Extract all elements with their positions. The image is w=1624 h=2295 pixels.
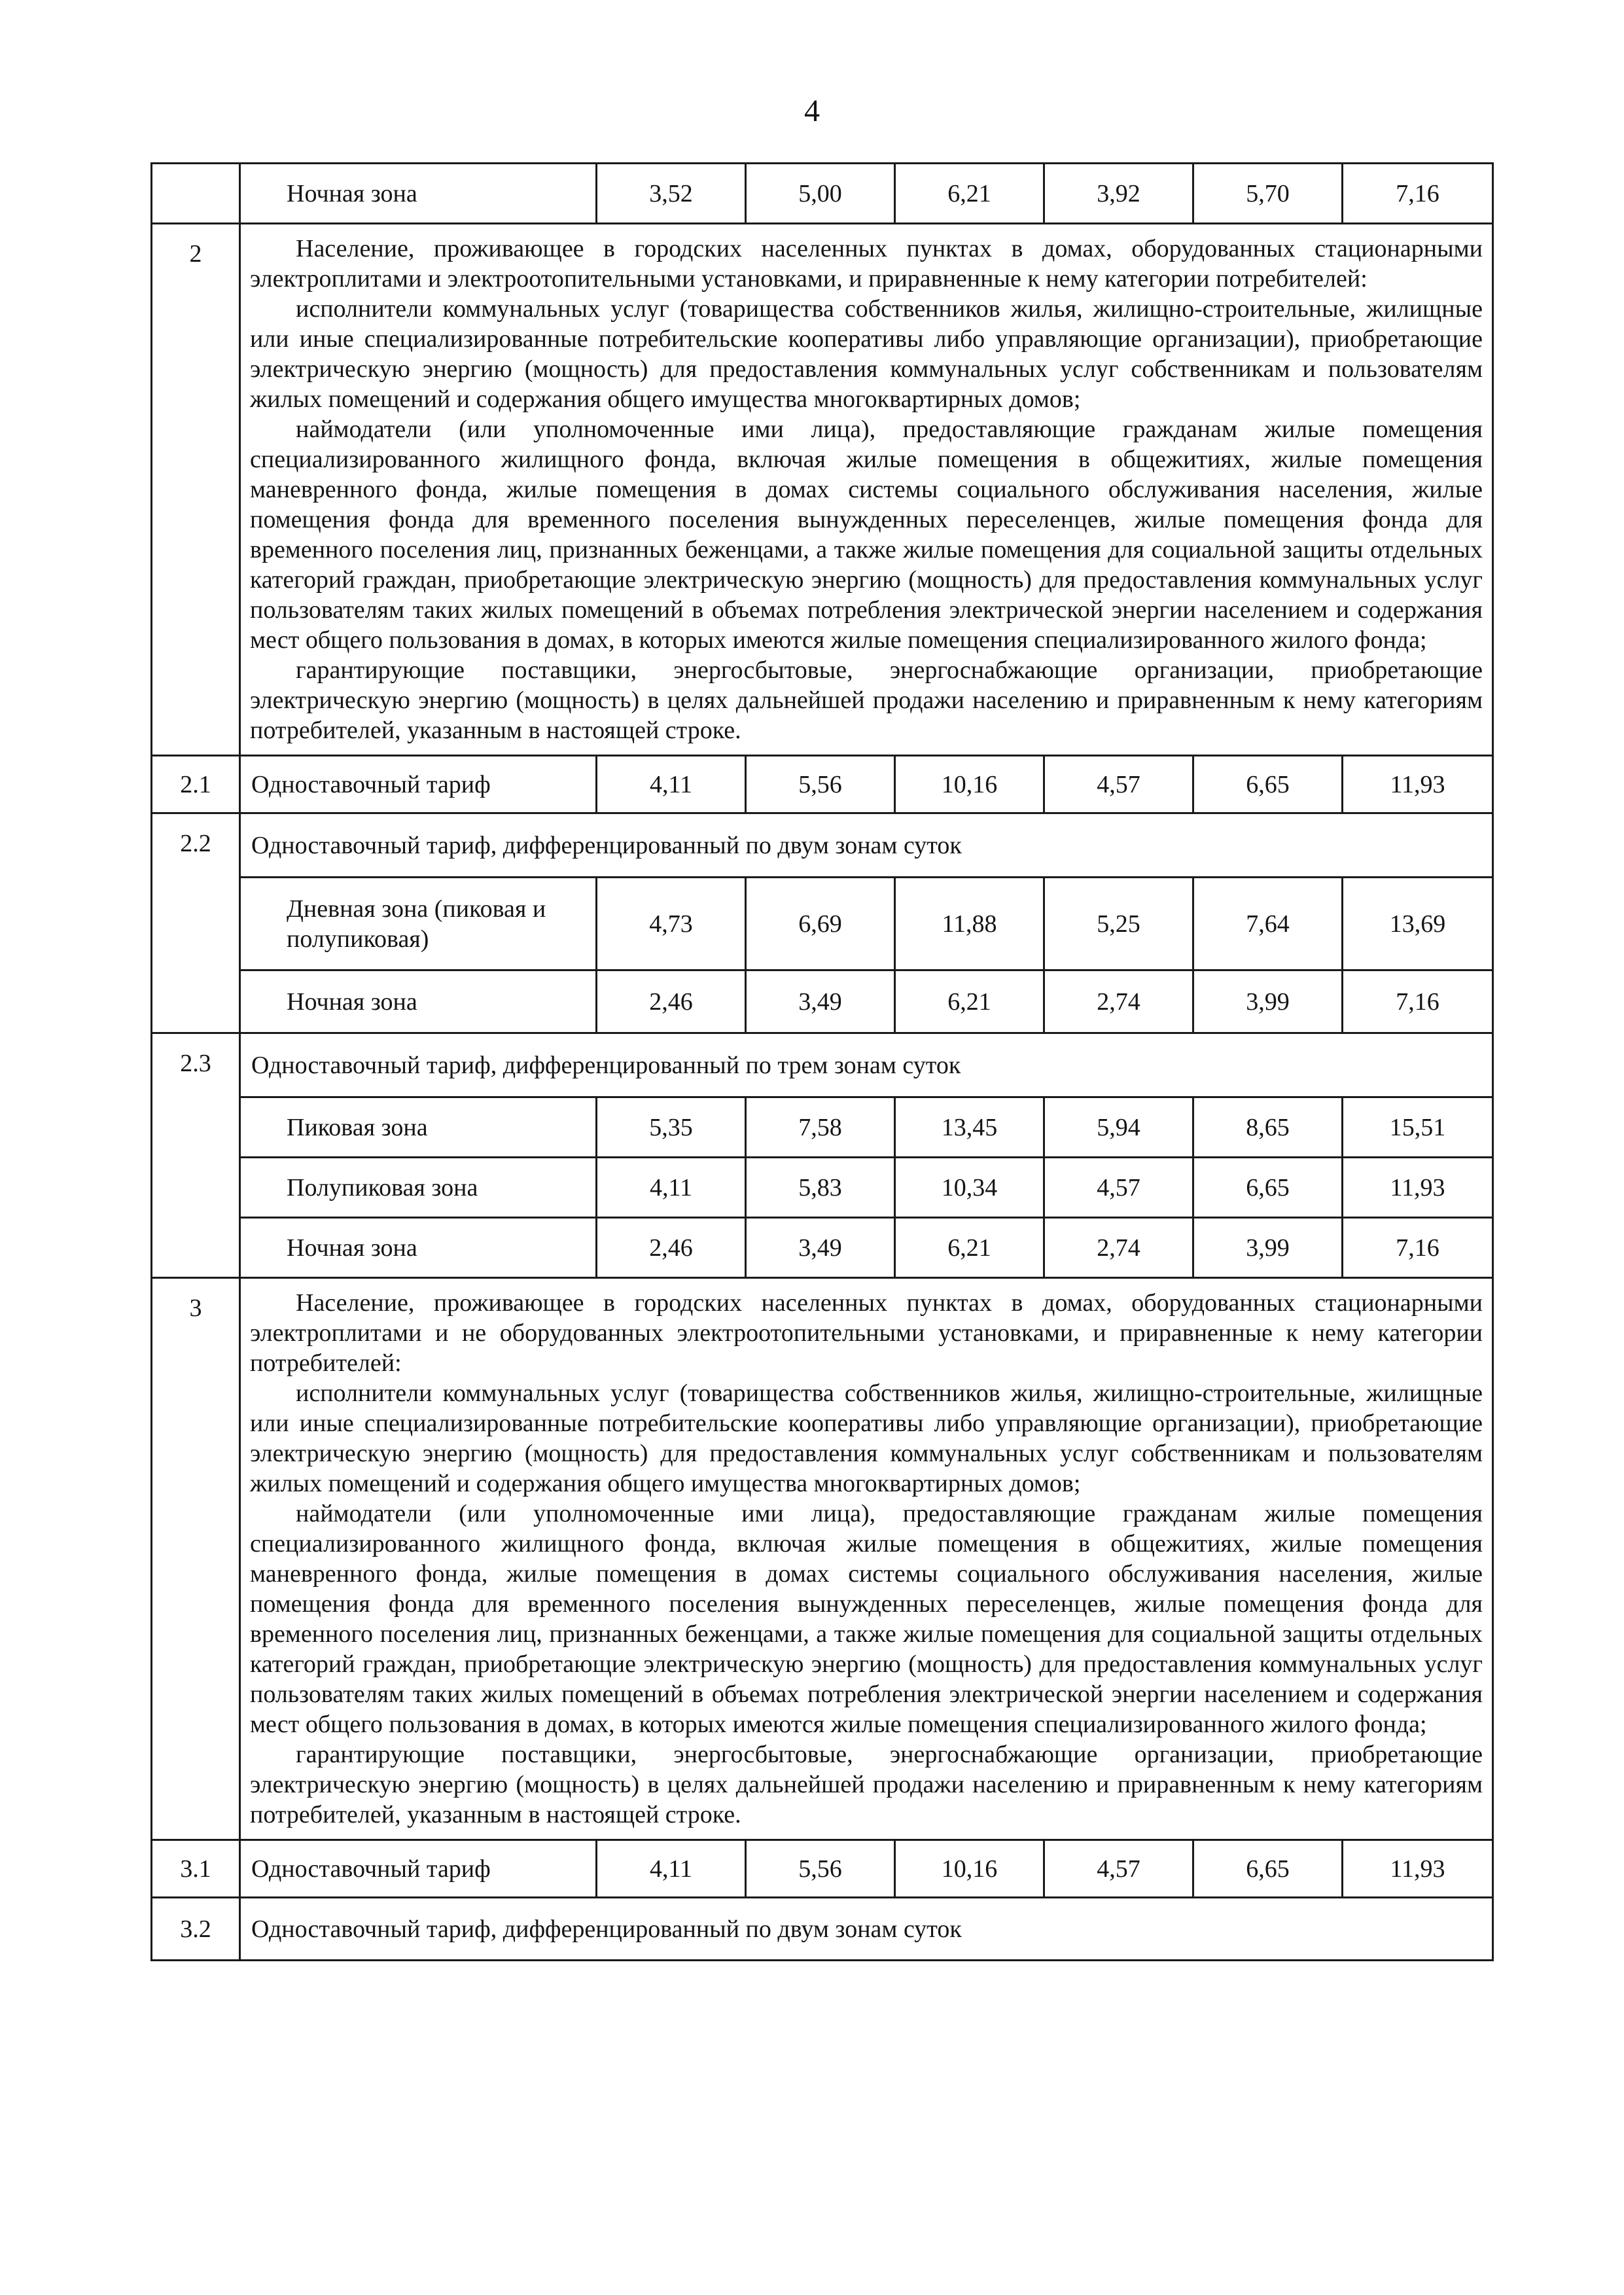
value-cell: 7,16 [1343,970,1493,1033]
table-row [152,1278,1493,1840]
row-label: Полупиковая зона [240,1158,597,1218]
value-cell: 6,65 [1193,756,1343,813]
row-number: 2.1 [152,756,240,813]
description-paragraph: гарантирующие поставщики, энергосбытовые, энергоснабжающие организации, приобретающие электрическую энергию (мощность) в целях дальнейшей продажи населению и приравненным к нему категориям потребителей, указанным в настоящей строке. [250,1741,1483,1828]
value-cell: 6,65 [1193,1158,1343,1218]
value-cell: 7,64 [1193,878,1343,970]
value-cell: 6,69 [746,878,895,970]
value-cell: 4,11 [597,1840,746,1898]
row-number: 3.2 [152,1898,240,1961]
value-cell: 4,57 [1044,756,1193,813]
value-cell: 6,65 [1193,1840,1343,1898]
value-cell: 7,16 [1343,164,1493,224]
value-cell: 3,49 [746,1218,895,1278]
row-label: Одноставочный тариф [240,756,597,813]
value-cell: 6,21 [895,970,1044,1033]
description-paragraph: наймодатели (или уполномоченные ими лица), предоставляющие гражданам жилые помещения специализированного жилищного фонда, включая жилые помещения в общежитиях, жилые помещения маневренного фонда, жилые помещения в домах системы социального обслуживания населения, жилые помещения фонда для временного поселения вынужденных переселенцев, жилые помещения фонда для временного поселения лиц, признанных беженцами, а также жилые помещения для социальной защиты отдельных категорий граждан, приобретающие электрическую энергию (мощность) для предоставления коммунальных услуг пользователям таких жилых помещений в объемах потребления электрической энергии населением и содержания мест общего пользования в домах, в которых имеются жилые помещения специализированного жилого фонда; [250,1500,1483,1738]
value-cell: 3,52 [597,164,746,224]
row-title: Одноставочный тариф, дифференцированный по трем зонам суток [240,1033,1493,1097]
row-title: Одноставочный тариф, дифференцированный по двум зонам суток [240,1898,1493,1961]
row-label: Ночная зона [240,1218,597,1278]
row-number: 2.3 [152,1033,240,1278]
table-row [152,1158,1493,1218]
table-row [152,164,1493,224]
description-paragraph: исполнители коммунальных услуг (товарищества собственников жилья, жилищно-строительные, жилищные или иные специализированные потребительские кооперативы либо управляющие организации), приобретающие электрическую энергию (мощность) для предоставления коммунальных услуг собственникам и пользователям жилых помещений и содержания общего имущества многоквартирных домов; [250,295,1483,413]
value-cell: 2,74 [1044,970,1193,1033]
value-cell: 4,57 [1044,1158,1193,1218]
value-cell: 3,92 [1044,164,1193,224]
value-cell: 11,88 [895,878,1044,970]
table-row [152,1840,1493,1898]
category-description [240,1278,1493,1840]
row-label: Одноставочный тариф [240,1840,597,1898]
value-cell: 13,69 [1343,878,1493,970]
row-number: 3.1 [152,1840,240,1898]
value-cell: 5,35 [597,1097,746,1158]
row-label: Ночная зона [240,970,597,1033]
value-cell: 7,16 [1343,1218,1493,1278]
table-row [152,1097,1493,1158]
row-number: 2.2 [152,813,240,1033]
value-cell: 11,93 [1343,1158,1493,1218]
value-cell: 11,93 [1343,756,1493,813]
value-cell: 7,58 [746,1097,895,1158]
table-row [152,1033,1493,1097]
value-cell: 6,21 [895,164,1044,224]
value-cell: 10,16 [895,756,1044,813]
value-cell: 5,00 [746,164,895,224]
description-paragraph: исполнители коммунальных услуг (товарищества собственников жилья, жилищно-строительные, жилищные или иные специализированные потребительские кооперативы либо управляющие организации), приобретающие электрическую энергию (мощность) для предоставления коммунальных услуг собственникам и пользователям жилых помещений и содержания общего имущества многоквартирных домов; [250,1379,1483,1497]
value-cell: 3,99 [1193,1218,1343,1278]
value-cell: 15,51 [1343,1097,1493,1158]
value-cell: 4,11 [597,1158,746,1218]
description-paragraph: Население, проживающее в городских населенных пунктах в домах, оборудованных стационарными электроплитами и электроотопительными установками, и приравненные к нему категории потребителей: [250,235,1483,293]
value-cell: 2,46 [597,1218,746,1278]
value-cell: 2,46 [597,970,746,1033]
category-description [240,224,1493,756]
value-cell: 11,93 [1343,1840,1493,1898]
value-cell: 3,49 [746,970,895,1033]
page-number: 4 [804,94,820,128]
value-cell: 3,99 [1193,970,1343,1033]
description-paragraph: гарантирующие поставщики, энергосбытовые, энергоснабжающие организации, приобретающие электрическую энергию (мощность) в целях дальнейшей продажи населению и приравненным к нему категориям потребителей, указанным в настоящей строке. [250,656,1483,744]
value-cell: 5,25 [1044,878,1193,970]
description-paragraph: наймодатели (или уполномоченные ими лица), предоставляющие гражданам жилые помещения специализированного жилищного фонда, включая жилые помещения в общежитиях, жилые помещения маневренного фонда, жилые помещения в домах системы социального обслуживания населения, жилые помещения фонда для временного поселения вынужденных переселенцев, жилые помещения фонда для временного поселения лиц, признанных беженцами, а также жилые помещения для социальной защиты отдельных категорий граждан, приобретающие электрическую энергию (мощность) для предоставления коммунальных услуг пользователям таких жилых помещений в объемах потребления электрической энергии населением и содержания мест общего пользования в домах, в которых имеются жилые помещения специализированного жилого фонда; [250,416,1483,654]
row-number: 3 [152,1278,240,1840]
value-cell: 5,56 [746,756,895,813]
row-title: Одноставочный тариф, дифференцированный по двум зонам суток [240,813,1493,878]
table-row [152,878,1493,970]
value-cell: 13,45 [895,1097,1044,1158]
table-row [152,1218,1493,1278]
tariff-table [150,162,1494,1961]
table-row [152,970,1493,1033]
row-label: Ночная зона [240,164,597,224]
value-cell: 10,34 [895,1158,1044,1218]
value-cell: 4,57 [1044,1840,1193,1898]
value-cell: 5,70 [1193,164,1343,224]
value-cell: 4,73 [597,878,746,970]
table-row [152,224,1493,756]
value-cell: 5,83 [746,1158,895,1218]
value-cell: 5,94 [1044,1097,1193,1158]
description-paragraph: Население, проживающее в городских населенных пунктах в домах, оборудованных стационарными электроплитами и не оборудованных электроотопительными установками, и приравненные к нему категории потребителей: [250,1289,1483,1377]
value-cell: 8,65 [1193,1097,1343,1158]
value-cell: 2,74 [1044,1218,1193,1278]
value-cell: 4,11 [597,756,746,813]
row-number-cell [152,164,240,224]
table-row [152,756,1493,813]
table-row [152,1898,1493,1961]
row-label: Дневная зона (пиковая и полупиковая) [240,878,597,970]
row-number: 2 [152,224,240,756]
value-cell: 10,16 [895,1840,1044,1898]
value-cell: 5,56 [746,1840,895,1898]
row-label: Пиковая зона [240,1097,597,1158]
value-cell: 6,21 [895,1218,1044,1278]
table-row [152,813,1493,878]
